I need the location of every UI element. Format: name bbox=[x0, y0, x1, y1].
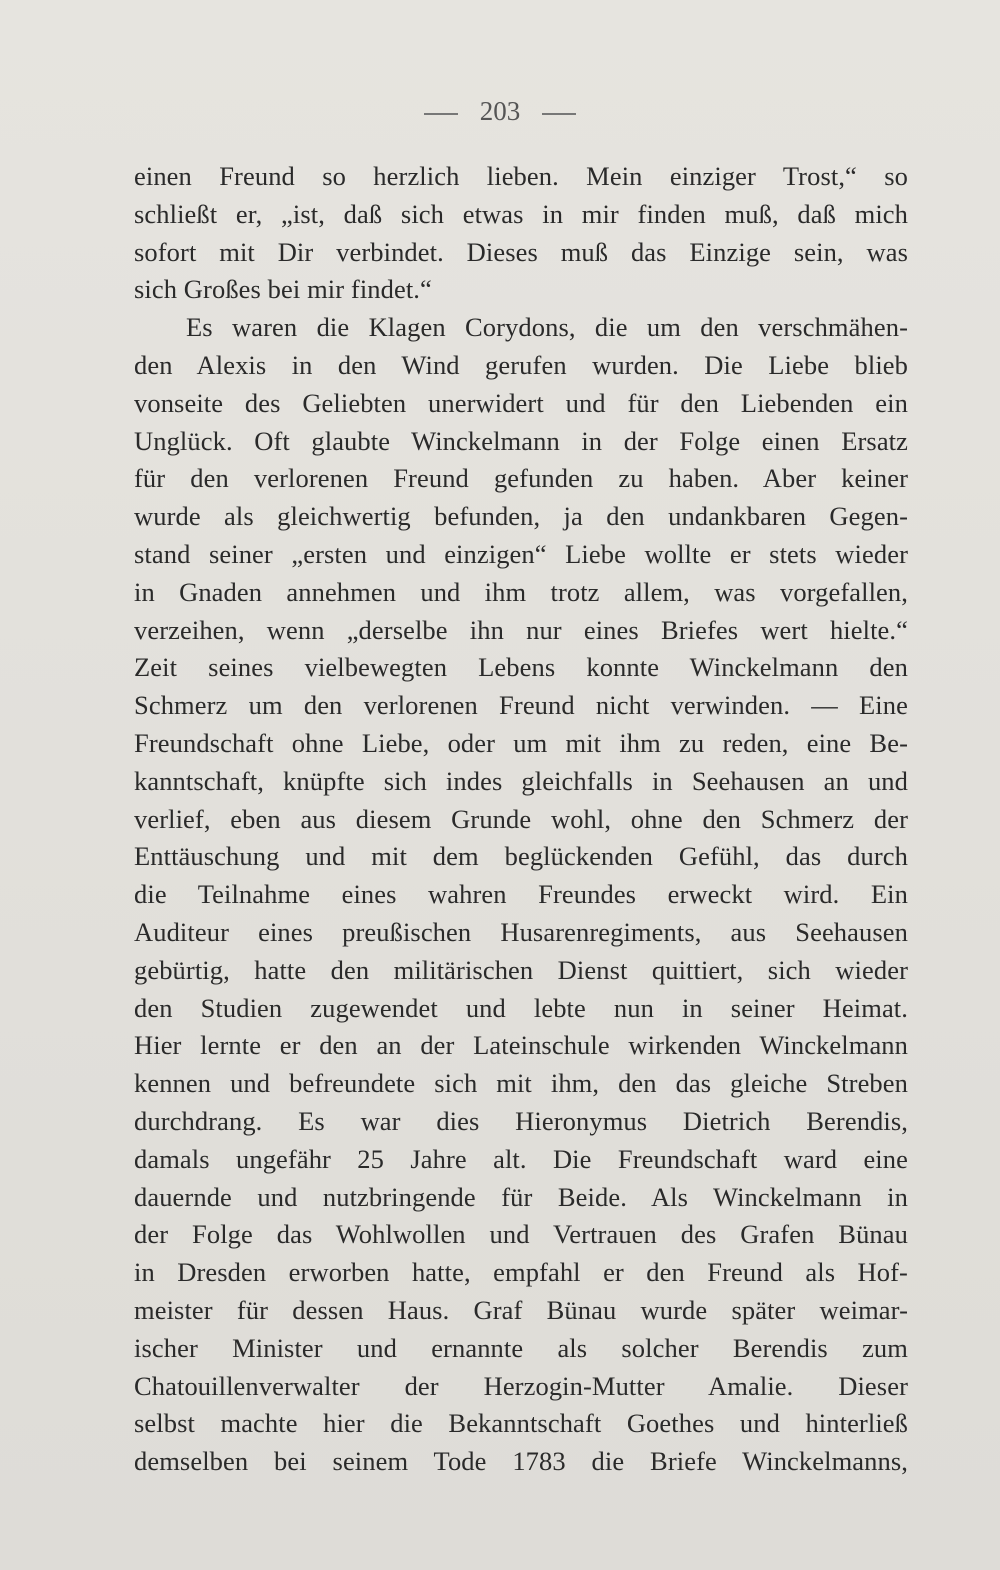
text-line: demselben bei seinem Tode 1783 die Briefe Winckelmanns, bbox=[134, 1446, 908, 1477]
text-line: Unglück. Oft glaubte Winckelmann in der Folge einen Ersatz bbox=[134, 425, 908, 456]
header-dash-right bbox=[542, 113, 576, 115]
text-line: Es waren die Klagen Corydons, die um den verschmähen- bbox=[186, 312, 908, 343]
text-line: ischer Minister und ernannte als solcher Berendis zum bbox=[134, 1332, 908, 1363]
text-line: kanntschaft, knüpfte sich indes gleichfalls in Seehausen an und bbox=[134, 765, 908, 796]
text-line: verzeihen, wenn „derselbe ihn nur eines Briefes wert hielte.“ bbox=[134, 614, 908, 645]
text-line: durchdrang. Es war dies Hieronymus Dietrich Berendis, bbox=[134, 1105, 908, 1136]
body-text bbox=[134, 158, 908, 1481]
text-line: Schmerz um den verlorenen Freund nicht verwinden. — Eine bbox=[134, 690, 908, 721]
text-line: stand seiner „ersten und einzigen“ Liebe wollte er stets wieder bbox=[134, 538, 908, 569]
text-line: für den verlorenen Freund gefunden zu haben. Aber keiner bbox=[134, 463, 908, 494]
text-line: den Alexis in den Wind gerufen wurden. Die Liebe blieb bbox=[134, 349, 908, 380]
text-line: selbst machte hier die Bekanntschaft Goethes und hinterließ bbox=[134, 1408, 908, 1439]
text-line: kennen und befreundete sich mit ihm, den das gleiche Streben bbox=[134, 1068, 908, 1099]
text-line: wurde als gleichwertig befunden, ja den undankbaren Gegen- bbox=[134, 501, 908, 532]
text-line: in Dresden erworben hatte, empfahl er den Freund als Hof- bbox=[134, 1257, 908, 1288]
text-line: vonseite des Geliebten unerwidert und für den Liebenden ein bbox=[134, 387, 908, 418]
text-line: einen Freund so herzlich lieben. Mein einziger Trost,“ so bbox=[134, 161, 908, 191]
text-line: schließt er, „ist, daß sich etwas in mir finden muß, daß mich bbox=[134, 198, 908, 229]
text-line: Auditeur eines preußischen Husarenregiments, aus Seehausen bbox=[134, 916, 908, 947]
text-line: Enttäuschung und mit dem beglückenden Gefühl, das durch bbox=[134, 841, 908, 872]
page-header bbox=[0, 96, 1000, 127]
text-line: sich Großes bei mir findet.“ bbox=[134, 274, 432, 305]
text-line: der Folge das Wohlwollen und Vertrauen des Grafen Bünau bbox=[134, 1219, 908, 1250]
page-number: 203 bbox=[479, 96, 521, 126]
text-line: damals ungefähr 25 Jahre alt. Die Freundschaft ward eine bbox=[134, 1143, 908, 1174]
text-line: gebürtig, hatte den militärischen Dienst quittiert, sich wieder bbox=[134, 954, 908, 985]
text-line: verlief, eben aus diesem Grunde wohl, ohne den Schmerz der bbox=[134, 803, 908, 834]
text-line: dauernde und nutzbringende für Beide. Als Winckelmann in bbox=[134, 1181, 908, 1212]
text-line: meister für dessen Haus. Graf Bünau wurde später weimar- bbox=[134, 1294, 908, 1325]
text-line: Freundschaft ohne Liebe, oder um mit ihm zu reden, eine Be- bbox=[134, 727, 908, 758]
header-dash-left bbox=[424, 113, 458, 115]
text-line: die Teilnahme eines wahren Freundes erweckt wird. Ein bbox=[134, 879, 908, 910]
text-line: in Gnaden annehmen und ihm trotz allem, was vorgefallen, bbox=[134, 576, 908, 607]
text-line: sofort mit Dir verbindet. Dieses muß das Einzige sein, was bbox=[134, 236, 908, 267]
text-line: Chatouillenverwalter der Herzogin-Mutter Amalie. Dieser bbox=[134, 1370, 908, 1401]
text-line: Hier lernte er den an der Lateinschule wirkenden Winckelmann bbox=[134, 1030, 908, 1061]
text-line: den Studien zugewendet und lebte nun in seiner Heimat. bbox=[134, 992, 908, 1023]
text-line: Zeit seines vielbewegten Lebens konnte Winckelmann den bbox=[134, 652, 908, 683]
